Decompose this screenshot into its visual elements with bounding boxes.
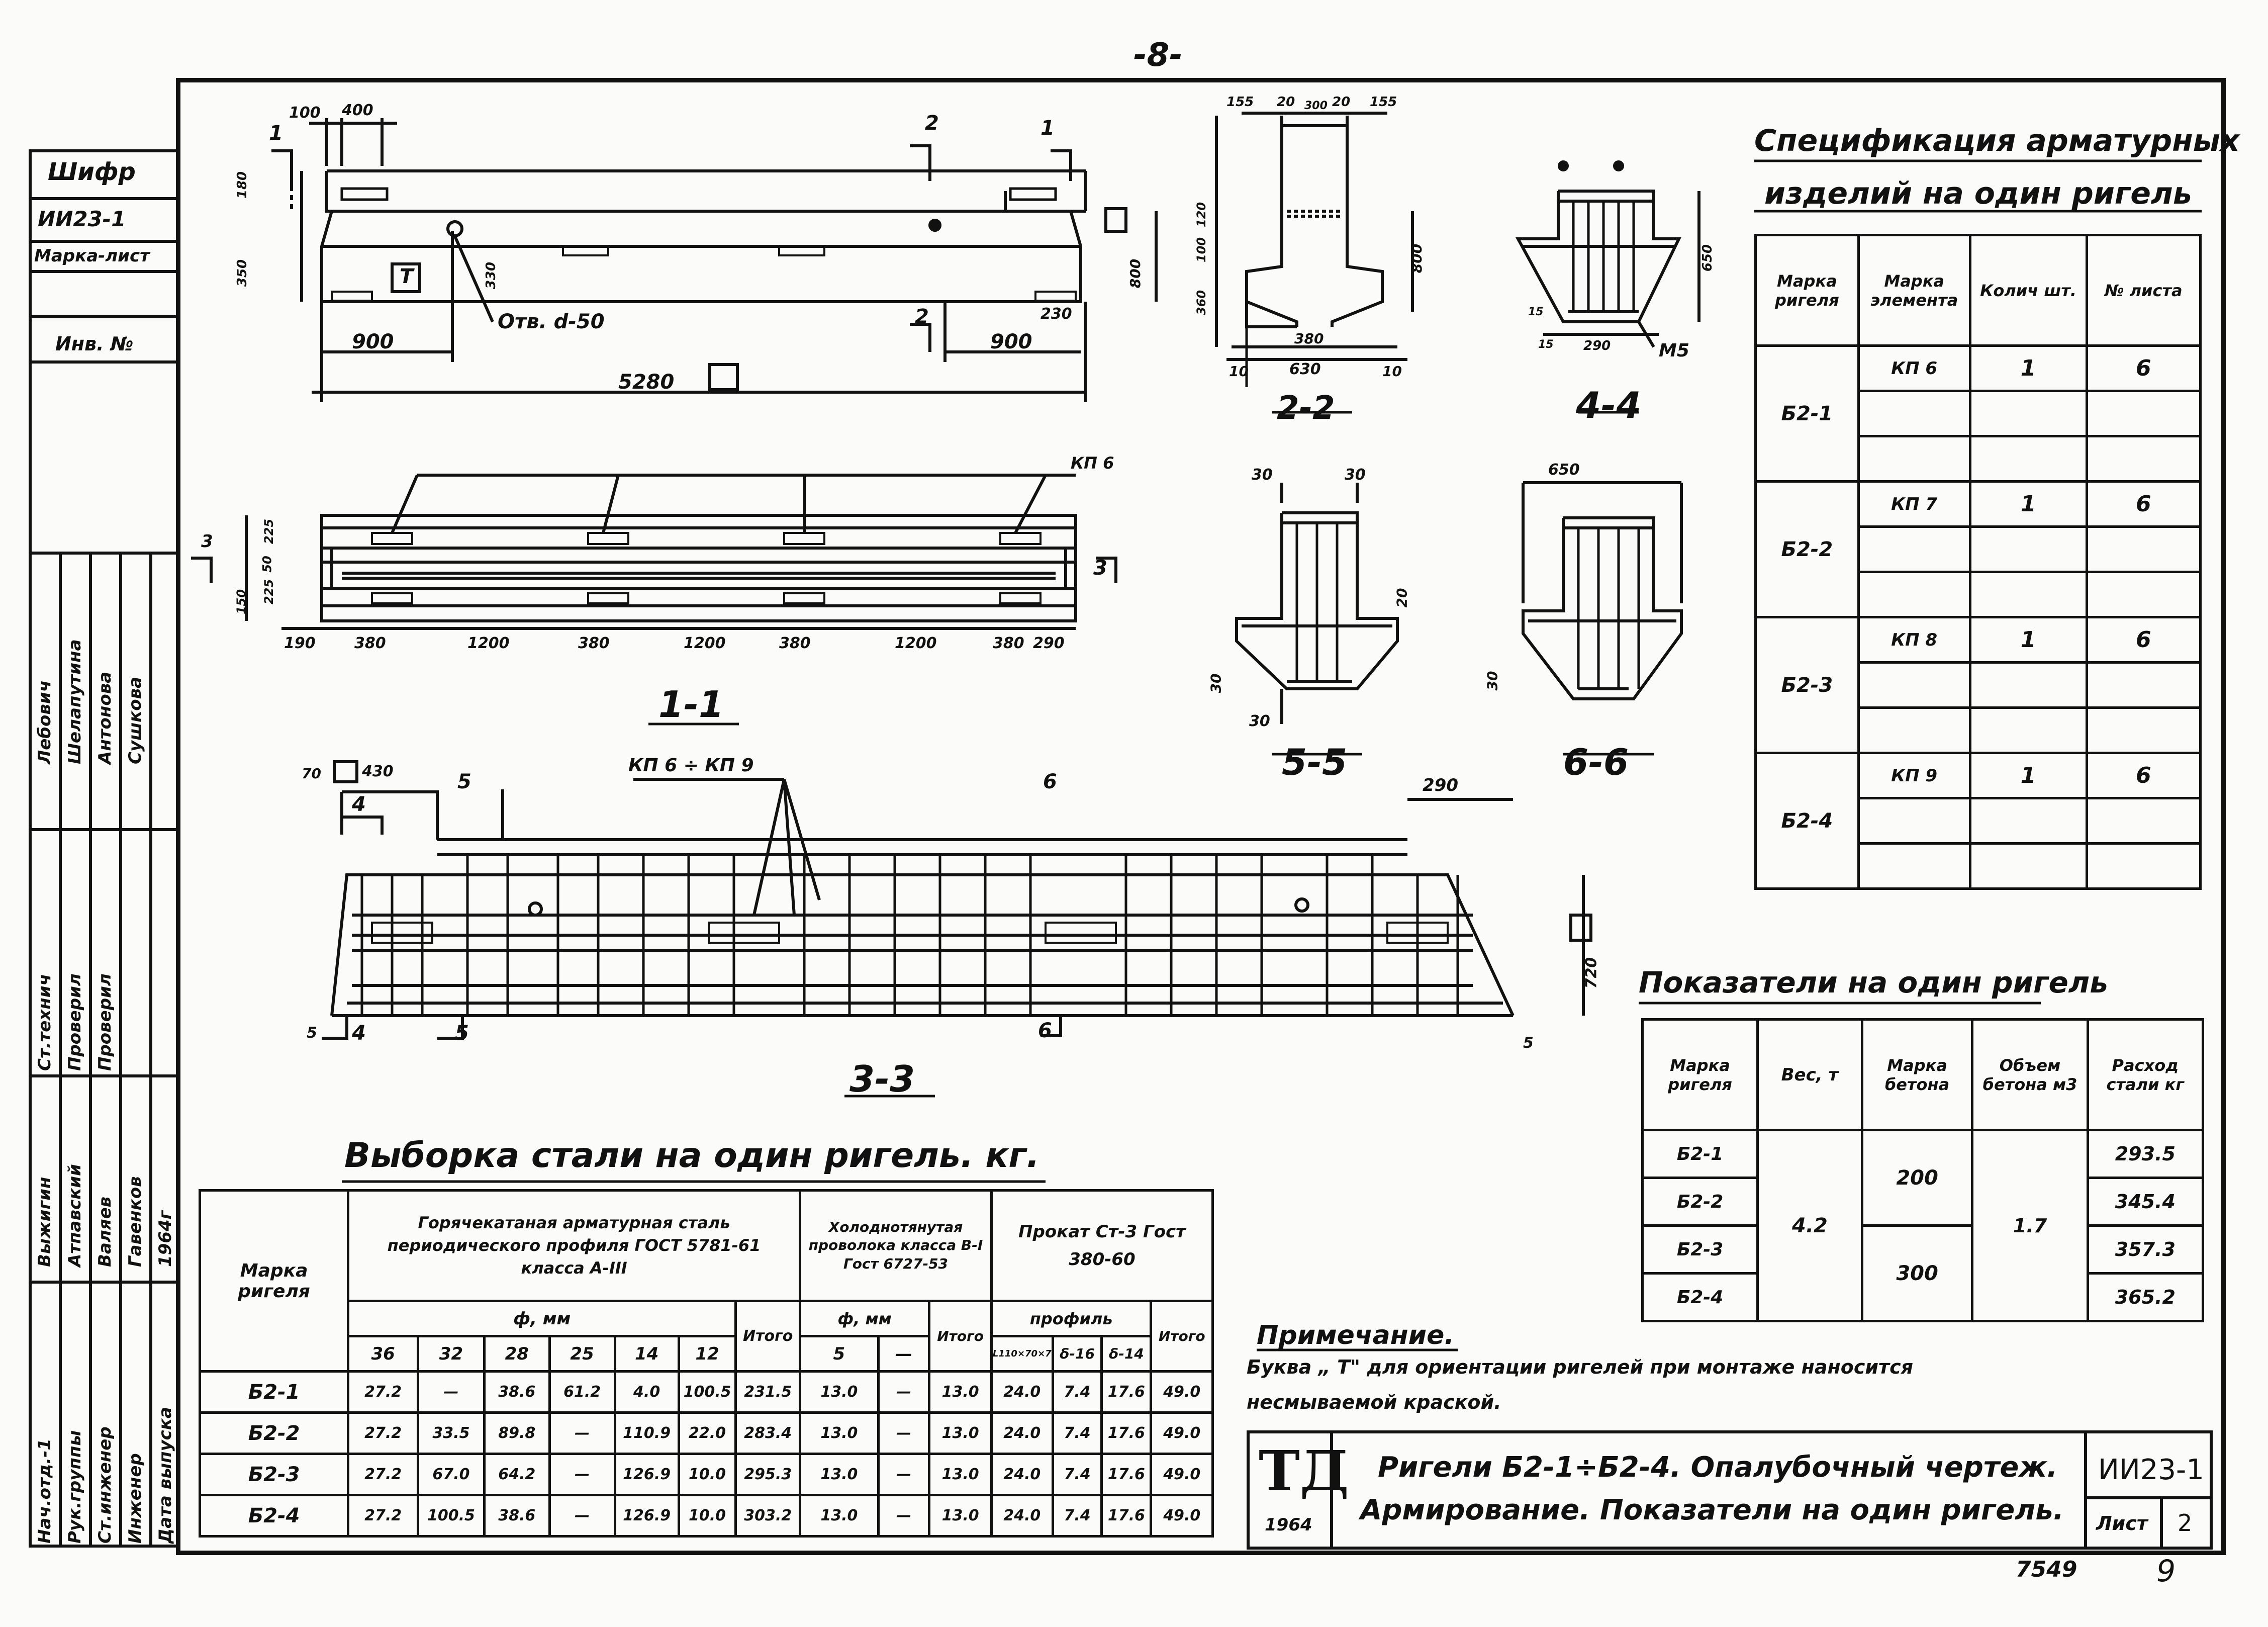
steel-cell: 17.6 — [1102, 1372, 1151, 1413]
stamp-name: Выжигин — [35, 1177, 55, 1267]
stamp-name: Сушкова — [125, 676, 145, 764]
steel-prof: L110×70×7 — [991, 1336, 1053, 1372]
dim-text: 380 — [993, 635, 1024, 652]
section-title-6-6: 6-6 — [1563, 741, 1629, 783]
title-code-cell — [2084, 1433, 2213, 1547]
spec-rigel: Б2-1 — [1756, 346, 1859, 482]
title-sheet-label: Лист — [2096, 1512, 2148, 1534]
steel-diam: 14 — [615, 1336, 679, 1372]
dim-text: 5 — [307, 1024, 317, 1042]
steel-cell: 13.0 — [929, 1413, 992, 1454]
stamp-role: Ст.технич — [35, 974, 55, 1071]
dim-text: 70 — [302, 765, 321, 782]
title-year: 1964 — [1265, 1515, 1312, 1535]
dim-text: 120 — [1194, 202, 1209, 228]
steel-diam: 12 — [679, 1336, 736, 1372]
steel-diam: 36 — [348, 1336, 418, 1372]
dim-text: 100 — [289, 104, 321, 122]
stamp-name: Гавенков — [125, 1176, 145, 1267]
steel-cell: Б2-4 — [200, 1495, 348, 1536]
dim-text: 20 — [1393, 588, 1410, 608]
steel-cell: 17.6 — [1102, 1454, 1151, 1495]
spec-element: КП 9 — [1858, 753, 1970, 798]
title-sheet-no: 2 — [2178, 1509, 2193, 1536]
steel-cell: 7.4 — [1053, 1372, 1102, 1413]
steel-diam: 28 — [484, 1336, 549, 1372]
steel-cell: 49.0 — [1151, 1413, 1213, 1454]
indicators-title: Показатели на один ригель — [1639, 965, 2108, 1000]
steel-cell: 17.6 — [1102, 1495, 1151, 1536]
dim-text: 50 — [260, 556, 274, 573]
spec-rigel: Б2-2 — [1756, 482, 1859, 617]
stamp-name: Шелапутина — [65, 639, 85, 764]
ind-rigel: Б2-1 — [1643, 1130, 1758, 1178]
indicators-table — [1641, 1018, 2204, 1322]
steel-itogo: Итого — [1151, 1301, 1213, 1372]
title-code: ИИ23-1 — [2098, 1454, 2204, 1486]
steel-cell: — — [549, 1413, 615, 1454]
steel-cell: 22.0 — [679, 1413, 736, 1454]
label-m5: М5 — [1659, 340, 1689, 361]
ind-grade: 300 — [1862, 1226, 1972, 1321]
stamp-inv-label: Инв. № — [55, 333, 134, 355]
steel-cell: 24.0 — [991, 1413, 1053, 1454]
section-mark: 5 — [457, 770, 471, 793]
steel-sub-2: ф, мм — [800, 1301, 929, 1336]
dim-text: 230 — [1041, 305, 1072, 323]
dim-text: 300 — [1304, 100, 1328, 112]
steel-cell: — — [418, 1372, 485, 1413]
steel-cell: 67.0 — [418, 1454, 485, 1495]
stamp-role: Проверил — [95, 973, 115, 1071]
spec-rigel: Б2-3 — [1756, 617, 1859, 753]
dim-text: 155 — [1370, 95, 1397, 110]
dim-text: 290 — [1033, 635, 1065, 652]
steel-cell: 283.4 — [736, 1413, 800, 1454]
ind-header: Марка ригеля — [1643, 1020, 1758, 1130]
ind-rigel: Б2-4 — [1643, 1274, 1758, 1321]
dim-text: 360 — [1194, 290, 1209, 316]
dim-text: 380 — [354, 635, 386, 652]
steel-cell: 126.9 — [615, 1495, 679, 1536]
steel-row — [200, 1454, 1213, 1495]
steel-cell: — — [878, 1372, 929, 1413]
section-title-1-1: 1-1 — [658, 683, 724, 726]
stamp-role: Нач.отд.-1 — [35, 1438, 55, 1544]
steel-cell: 100.5 — [418, 1495, 485, 1536]
dim-text: 290 — [1583, 338, 1611, 353]
dim-text: 155 — [1226, 95, 1254, 110]
steel-cell: 38.6 — [484, 1495, 549, 1536]
steel-cell: 303.2 — [736, 1495, 800, 1536]
footer-page: 9 — [2156, 1554, 2176, 1589]
ind-steel: 293.5 — [2088, 1130, 2203, 1178]
spec-rigel: Б2-4 — [1756, 753, 1859, 889]
steel-cell: 10.0 — [679, 1495, 736, 1536]
steel-cell: 13.0 — [929, 1495, 992, 1536]
section-mark: 4 — [352, 793, 366, 816]
dim-text: 20 — [1332, 95, 1351, 110]
dim-text: 330 — [484, 261, 499, 290]
stamp-name: Антонова — [95, 671, 115, 764]
mark-t: T — [400, 265, 414, 288]
dim-text: 430 — [362, 763, 394, 780]
dim-text: 30 — [1249, 712, 1270, 730]
dim-text: 1200 — [895, 635, 937, 652]
spec-title-2: изделий на один ригель — [1764, 176, 2192, 211]
stamp-name: Лебович — [35, 680, 55, 764]
dim-text: 20 — [1277, 95, 1295, 110]
dim-text: 290 — [1423, 775, 1458, 795]
steel-cell: 7.4 — [1053, 1495, 1102, 1536]
dim-text: 30 — [1207, 673, 1224, 693]
spec-header: Колич шт. — [1970, 235, 2087, 346]
ind-rigel: Б2-3 — [1643, 1226, 1758, 1274]
steel-group-1: Горячекатаная арматурная сталь периодического профиля ГОСТ 5781-61 класса А-III — [348, 1191, 800, 1301]
steel-prof: δ-14 — [1102, 1336, 1151, 1372]
dim-text: 630 — [1289, 360, 1321, 378]
steel-cell: 38.6 — [484, 1372, 549, 1413]
section-mark: 3 — [1093, 557, 1107, 580]
steel-cell: 24.0 — [991, 1454, 1053, 1495]
steel-cell: 24.0 — [991, 1372, 1053, 1413]
ind-steel: 365.2 — [2088, 1274, 2203, 1321]
spec-qty: 1 — [1970, 617, 2087, 663]
spec-sheet: 6 — [2087, 346, 2201, 391]
section-mark: 1 — [269, 122, 283, 145]
spec-header: № листа — [2087, 235, 2201, 346]
spec-table — [1754, 234, 2202, 890]
steel-group-3: Прокат Ст-3 Гост 380-60 — [991, 1191, 1212, 1301]
spec-qty: 1 — [1970, 346, 2087, 391]
steel-cell: 27.2 — [348, 1495, 418, 1536]
dim-text: 225 — [262, 518, 276, 545]
ind-volume: 1.7 — [1972, 1130, 2088, 1321]
stamp-role: Ст.инженер — [95, 1426, 115, 1544]
ind-header: Вес, т — [1758, 1020, 1862, 1130]
dim-text: 1200 — [467, 635, 510, 652]
spec-element: КП 7 — [1858, 482, 1970, 527]
stamp-role: Инженер — [125, 1453, 145, 1544]
steel-cell: Б2-3 — [200, 1454, 348, 1495]
dim-text: 190 — [284, 635, 316, 652]
stamp-shifr-value: ИИ23-1 — [38, 207, 126, 231]
stamp-role: Дата выпуска — [155, 1407, 175, 1544]
hole-label: Отв. d-50 — [498, 310, 605, 333]
dim-text: 150 — [234, 589, 249, 615]
label-kp6-kp9: КП 6 ÷ КП 9 — [628, 755, 754, 776]
dim-text: 180 — [235, 171, 250, 199]
spec-header: Марка ригеля — [1756, 235, 1859, 346]
ind-grade: 200 — [1862, 1130, 1972, 1226]
spec-sheet: 6 — [2087, 482, 2201, 527]
steel-sub-1: ф, мм — [348, 1301, 736, 1336]
section-mark: 4 — [352, 1022, 366, 1045]
steel-cell: 100.5 — [679, 1372, 736, 1413]
note-title: Примечание. — [1257, 1320, 1455, 1350]
spec-qty: 1 — [1970, 482, 2087, 527]
ind-weight: 4.2 — [1758, 1130, 1862, 1321]
dim-text: 400 — [342, 102, 373, 119]
dim-text: 10 — [1382, 363, 1402, 380]
steel-itogo: Итого — [736, 1301, 800, 1372]
stamp-name: Атпавский — [65, 1164, 85, 1267]
ind-steel: 345.4 — [2088, 1178, 2203, 1226]
steel-cell: 13.0 — [929, 1454, 992, 1495]
ind-header: Расход стали кг — [2088, 1020, 2203, 1130]
steel-cell: 13.0 — [800, 1372, 878, 1413]
spec-element: КП 6 — [1858, 346, 1970, 391]
steel-diam: — — [878, 1336, 929, 1372]
dim-text: 380 — [1294, 330, 1324, 347]
stamp-role: Проверил — [65, 973, 85, 1071]
dim-text: 1200 — [684, 635, 726, 652]
steel-cell: 89.8 — [484, 1413, 549, 1454]
spec-sheet: 6 — [2087, 753, 2201, 798]
dim-text: 900 — [352, 330, 394, 353]
spec-header: Марка элемента — [1858, 235, 1970, 346]
ind-steel: 357.3 — [2088, 1226, 2203, 1274]
ind-rigel: Б2-2 — [1643, 1178, 1758, 1226]
steel-row — [200, 1413, 1213, 1454]
steel-row — [200, 1495, 1213, 1536]
steel-cell: 10.0 — [679, 1454, 736, 1495]
steel-cell: 4.0 — [615, 1372, 679, 1413]
steel-prof: δ-16 — [1053, 1336, 1102, 1372]
dim-text: 380 — [779, 635, 811, 652]
steel-cell: 24.0 — [991, 1495, 1053, 1536]
ind-header: Объем бетона м3 — [1972, 1020, 2088, 1130]
steel-diam: 25 — [549, 1336, 615, 1372]
steel-cell: 231.5 — [736, 1372, 800, 1413]
steel-cell: 13.0 — [800, 1454, 878, 1495]
note-line-1: Буква „ Т" для ориентации ригелей при монтаже наносится — [1247, 1356, 1914, 1378]
dim-text: 650 — [1548, 461, 1580, 479]
title-divider-v — [2160, 1496, 2163, 1547]
steel-diam: 5 — [800, 1336, 878, 1372]
section-title-5-5: 5-5 — [1282, 741, 1348, 783]
section-title-2-2: 2-2 — [1277, 390, 1335, 427]
title-block — [1247, 1430, 2213, 1550]
stamp-shifr-label: Шифр — [48, 158, 136, 186]
stamp-name: 1964г — [155, 1210, 175, 1267]
steel-cell: 13.0 — [800, 1495, 878, 1536]
steel-cell: Б2-1 — [200, 1372, 348, 1413]
steel-cell: Б2-2 — [200, 1413, 348, 1454]
title-line-2: Армирование. Показатели на один ригель. — [1360, 1494, 2064, 1526]
dim-text: 10 — [1229, 363, 1249, 380]
steel-itogo: Итого — [929, 1301, 992, 1372]
section-mark: 6 — [1043, 770, 1057, 793]
spec-sheet: 6 — [2087, 617, 2201, 663]
title-logo-cell — [1250, 1433, 1349, 1547]
dim-text: 15 — [1528, 306, 1544, 318]
ind-header: Марка бетона — [1862, 1020, 1972, 1130]
steel-cell: 33.5 — [418, 1413, 485, 1454]
section-mark: 6 — [1038, 1019, 1052, 1042]
dim-text: 30 — [1345, 466, 1366, 484]
dim-text: 15 — [1538, 338, 1554, 351]
steel-cell: 27.2 — [348, 1454, 418, 1495]
steel-cell: — — [878, 1454, 929, 1495]
stamp-name: Валяев — [95, 1196, 115, 1267]
spec-qty: 1 — [1970, 753, 2087, 798]
note-line-2: несмываемой краской. — [1247, 1391, 1501, 1413]
dim-text: 380 — [578, 635, 610, 652]
steel-row — [200, 1372, 1213, 1413]
dim-text: 720 — [1582, 957, 1600, 989]
steel-cell: 49.0 — [1151, 1495, 1213, 1536]
steel-cell: 61.2 — [549, 1372, 615, 1413]
footer-archive-no: 7549 — [2016, 1557, 2077, 1582]
steel-cell: 295.3 — [736, 1454, 800, 1495]
section-mark: 3 — [201, 531, 213, 552]
steel-cell: — — [549, 1495, 615, 1536]
steel-cell: 110.9 — [615, 1413, 679, 1454]
dim-length: 5280 — [618, 371, 675, 394]
spec-element: КП 8 — [1858, 617, 1970, 663]
steel-cell: 7.4 — [1053, 1454, 1102, 1495]
stamp-signatures — [30, 553, 178, 1546]
steel-sub-3: профиль — [991, 1301, 1151, 1336]
section-mark: 2 — [915, 305, 929, 328]
dim-text: 800 — [1408, 243, 1426, 274]
steel-col-rigel: Марка ригеля — [200, 1191, 348, 1372]
steel-cell: 13.0 — [929, 1372, 992, 1413]
steel-cell: 17.6 — [1102, 1413, 1151, 1454]
dim-text: 30 — [1484, 671, 1501, 691]
dim-text: 30 — [1252, 466, 1273, 484]
dim-text: 650 — [1700, 244, 1716, 272]
dim-text: 800 — [1127, 258, 1144, 289]
section-mark: 1 — [1041, 117, 1055, 140]
steel-cell: 7.4 — [1053, 1413, 1102, 1454]
steel-cell: — — [549, 1454, 615, 1495]
steel-cell: 49.0 — [1151, 1372, 1213, 1413]
steel-cell: 27.2 — [348, 1413, 418, 1454]
section-mark: 5 — [455, 1022, 469, 1045]
steel-cell: 13.0 — [800, 1413, 878, 1454]
stamp-role: Рук.группы — [65, 1430, 85, 1544]
label-kp6: КП 6 — [1071, 454, 1114, 473]
title-divider — [2087, 1496, 2213, 1499]
section-mark: 2 — [925, 112, 939, 135]
page-number: -8- — [1133, 37, 1183, 74]
dim-text: 5 — [1523, 1034, 1534, 1052]
title-line-1: Ригели Б2-1÷Б2-4. Опалубочный чертеж. — [1378, 1451, 2058, 1484]
steel-table — [199, 1189, 1214, 1538]
steel-cell: — — [878, 1495, 929, 1536]
steel-cell: 64.2 — [484, 1454, 549, 1495]
section-title-3-3: 3-3 — [849, 1058, 915, 1100]
steel-diam: 32 — [418, 1336, 485, 1372]
td-logo: ТД — [1259, 1438, 1349, 1503]
section-title-4-4: 4-4 — [1576, 384, 1642, 426]
steel-cell: 49.0 — [1151, 1454, 1213, 1495]
dim-text: 225 — [262, 579, 276, 605]
dim-text: 100 — [1194, 237, 1209, 263]
steel-group-2: Холоднотянутая проволока класса В-I Гост 6727-53 — [800, 1191, 991, 1301]
steel-cell: 27.2 — [348, 1372, 418, 1413]
stamp-marka-label: Марка-лист — [34, 246, 150, 266]
dim-text: 350 — [235, 259, 250, 287]
steel-title: Выборка стали на один ригель. кг. — [344, 1136, 1040, 1176]
dim-text: 900 — [990, 330, 1032, 353]
spec-title-1: Спецификация арматурных — [1754, 123, 2240, 158]
steel-cell: — — [878, 1413, 929, 1454]
steel-cell: 126.9 — [615, 1454, 679, 1495]
